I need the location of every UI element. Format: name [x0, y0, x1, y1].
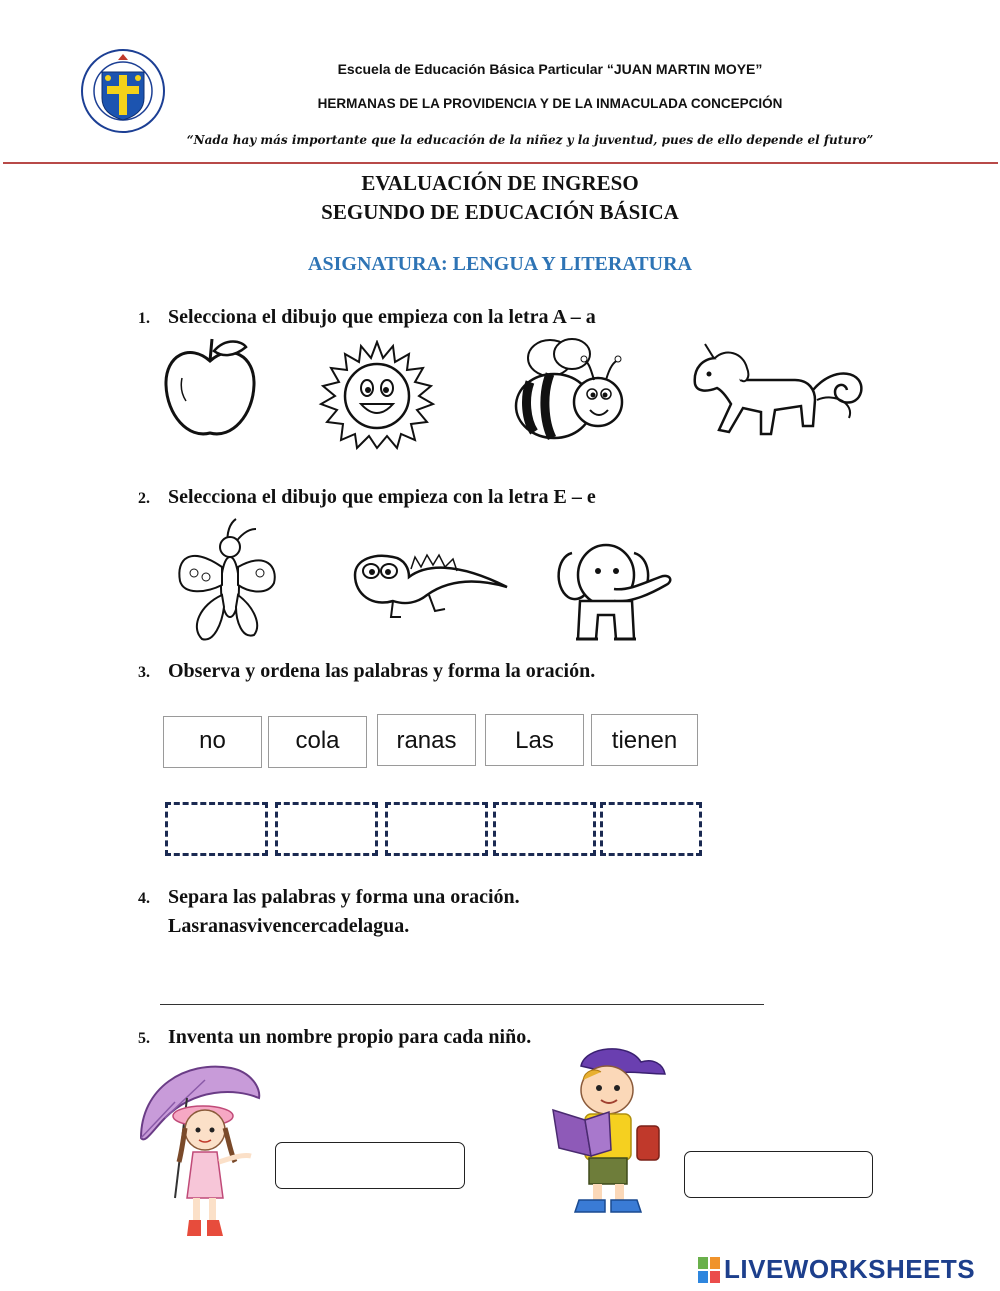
- word-card-no[interactable]: no: [163, 716, 262, 768]
- question-number: 2.: [138, 490, 150, 507]
- question-number: 4.: [138, 890, 150, 907]
- joined-sentence: Lasranasvivencercadelagua.: [168, 915, 410, 937]
- question-1: [138, 306, 596, 329]
- apple-image[interactable]: [160, 333, 260, 443]
- iguana-image[interactable]: [345, 545, 510, 625]
- butterfly-image[interactable]: [170, 515, 280, 647]
- unicorn-image[interactable]: [685, 334, 865, 449]
- exam-subject: ASIGNATURA: LENGUA Y LITERATURA: [308, 253, 692, 275]
- liveworksheets-icon: [698, 1257, 720, 1283]
- girl-name-input[interactable]: [275, 1142, 465, 1189]
- school-motto: “Nada hay más importante que la educación de la niñez y la juventud, pues de ello depende el futuro”: [186, 133, 874, 147]
- question-text: Inventa un nombre propio para cada niño.: [168, 1026, 532, 1048]
- elephant-image[interactable]: [552, 533, 677, 645]
- header-divider: [3, 162, 998, 164]
- question-3: [138, 660, 595, 683]
- exam-grade: SEGUNDO DE EDUCACIÓN BÁSICA: [321, 200, 679, 224]
- question-text: Observa y ordena las palabras y forma la oración.: [168, 660, 596, 682]
- drop-slot-5[interactable]: [600, 802, 702, 856]
- question-2: [138, 486, 596, 509]
- question-text: Separa las palabras y forma una oración.: [168, 886, 520, 908]
- question-number: 3.: [138, 664, 150, 681]
- drop-slot-1[interactable]: [165, 802, 268, 856]
- congregation-name: HERMANAS DE LA PROVIDENCIA Y DE LA INMACULADA CONCEPCIÓN: [317, 96, 783, 111]
- question-4: [138, 886, 520, 909]
- question-number: 5.: [138, 1030, 150, 1047]
- drop-slot-3[interactable]: [385, 802, 488, 856]
- exam-title: EVALUACIÓN DE INGRESO: [361, 171, 639, 195]
- word-card-cola[interactable]: cola: [268, 716, 367, 768]
- school-name: Escuela de Educación Básica Particular “JUAN MARTIN MOYE”: [337, 61, 763, 77]
- school-seal: [80, 48, 166, 134]
- question-text: Selecciona el dibujo que empieza con la letra A – a: [168, 306, 596, 328]
- liveworksheets-logo: LIVEWORKSHEETS: [724, 1254, 976, 1284]
- boy-name-input[interactable]: [684, 1151, 873, 1198]
- question-number: 1.: [138, 310, 150, 327]
- girl-with-umbrella-image: [135, 1058, 265, 1243]
- word-card-tienen[interactable]: tienen: [591, 714, 698, 766]
- answer-line[interactable]: [160, 1004, 764, 1005]
- boy-reading-image: [545, 1040, 670, 1218]
- word-card-ranas[interactable]: ranas: [377, 714, 476, 766]
- word-card-las[interactable]: Las: [485, 714, 584, 766]
- question-5: [138, 1026, 531, 1049]
- sun-image[interactable]: [315, 340, 440, 450]
- bee-image[interactable]: [510, 336, 630, 446]
- drop-slot-2[interactable]: [275, 802, 378, 856]
- drop-slot-4[interactable]: [493, 802, 596, 856]
- question-text: Selecciona el dibujo que empieza con la letra E – e: [168, 486, 596, 508]
